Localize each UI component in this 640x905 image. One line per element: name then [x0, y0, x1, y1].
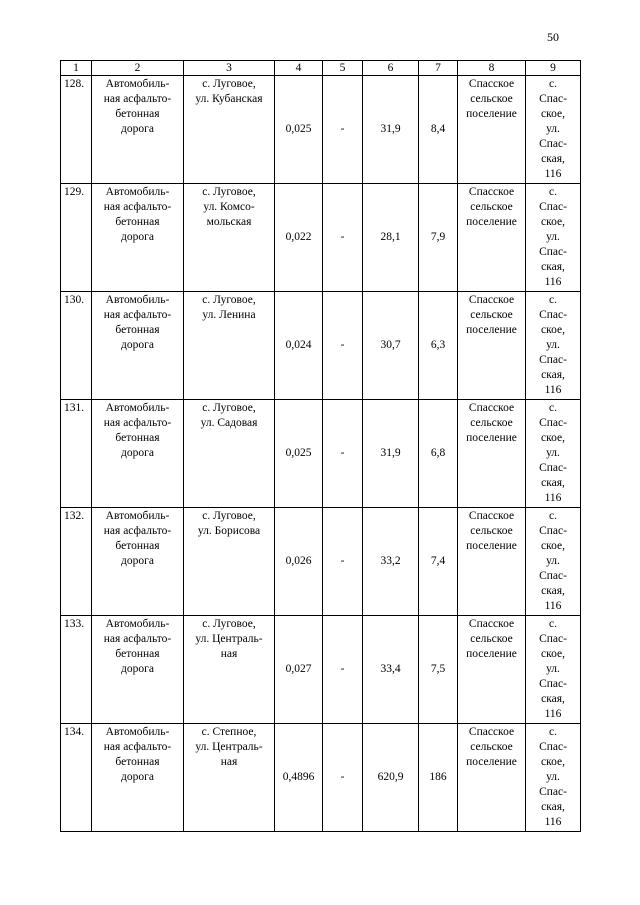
owner: Спасское сельское поселение — [458, 616, 526, 724]
object-type: Автомобиль- ная асфальто- бетонная дорога — [92, 508, 184, 616]
table-row — [61, 616, 581, 724]
registry-table — [60, 60, 581, 832]
table-row — [61, 184, 581, 292]
cell-col4: 0,024 — [275, 292, 323, 400]
cell-col6: 30,7 — [363, 292, 419, 400]
cell-col7: 8,4 — [419, 76, 458, 184]
cell-col6: 31,9 — [363, 76, 419, 184]
column-header: 8 — [458, 61, 526, 76]
table-row — [61, 400, 581, 508]
owner: Спасское сельское поселение — [458, 508, 526, 616]
cell-col5: - — [323, 508, 363, 616]
row-number: 129. — [61, 184, 92, 292]
object-type: Автомобиль- ная асфальто- бетонная дорога — [92, 292, 184, 400]
object-type: Автомобиль- ная асфальто- бетонная дорога — [92, 400, 184, 508]
column-header: 1 — [61, 61, 92, 76]
cell-col7: 7,4 — [419, 508, 458, 616]
page-number: 50 — [547, 30, 559, 44]
owner: Спасское сельское поселение — [458, 724, 526, 832]
owner-address: с. Спас- ское, ул. Спас- ская, 116 — [526, 508, 581, 616]
owner-address: с. Спас- ское, ул. Спас- ская, 116 — [526, 724, 581, 832]
cell-col4: 0,027 — [275, 616, 323, 724]
owner-address: с. Спас- ское, ул. Спас- ская, 116 — [526, 184, 581, 292]
row-number: 133. — [61, 616, 92, 724]
owner-address: с. Спас- ское, ул. Спас- ская, 116 — [526, 400, 581, 508]
cell-col6: 33,4 — [363, 616, 419, 724]
cell-col4: 0,025 — [275, 400, 323, 508]
object-location: с. Луговое, ул. Борисова — [184, 508, 275, 616]
cell-col6: 28,1 — [363, 184, 419, 292]
object-location: с. Степное, ул. Централь- ная — [184, 724, 275, 832]
cell-col7: 6,3 — [419, 292, 458, 400]
table-row — [61, 508, 581, 616]
object-type: Автомобиль- ная асфальто- бетонная дорога — [92, 184, 184, 292]
cell-col5: - — [323, 184, 363, 292]
cell-col5: - — [323, 292, 363, 400]
table-row — [61, 292, 581, 400]
cell-col7: 7,9 — [419, 184, 458, 292]
owner: Спасское сельское поселение — [458, 184, 526, 292]
cell-col5: - — [323, 400, 363, 508]
cell-col7: 7,5 — [419, 616, 458, 724]
row-number: 134. — [61, 724, 92, 832]
row-number: 132. — [61, 508, 92, 616]
object-location: с. Луговое, ул. Централь- ная — [184, 616, 275, 724]
header-row — [61, 61, 581, 76]
owner-address: с. Спас- ское, ул. Спас- ская, 116 — [526, 76, 581, 184]
object-type: Автомобиль- ная асфальто- бетонная дорога — [92, 724, 184, 832]
column-header: 9 — [526, 61, 581, 76]
column-header: 3 — [184, 61, 275, 76]
column-header: 7 — [419, 61, 458, 76]
owner: Спасское сельское поселение — [458, 292, 526, 400]
cell-col4: 0,026 — [275, 508, 323, 616]
cell-col4: 0,4896 — [275, 724, 323, 832]
object-location: с. Луговое, ул. Ленина — [184, 292, 275, 400]
cell-col7: 6,8 — [419, 400, 458, 508]
table-row — [61, 76, 581, 184]
owner-address: с. Спас- ское, ул. Спас- ская, 116 — [526, 616, 581, 724]
cell-col5: - — [323, 724, 363, 832]
row-number: 128. — [61, 76, 92, 184]
owner: Спасское сельское поселение — [458, 400, 526, 508]
cell-col6: 620,9 — [363, 724, 419, 832]
cell-col5: - — [323, 76, 363, 184]
column-header: 6 — [363, 61, 419, 76]
row-number: 130. — [61, 292, 92, 400]
cell-col6: 33,2 — [363, 508, 419, 616]
object-location: с. Луговое, ул. Комсо- мольская — [184, 184, 275, 292]
owner: Спасское сельское поселение — [458, 76, 526, 184]
object-location: с. Луговое, ул. Садовая — [184, 400, 275, 508]
cell-col6: 31,9 — [363, 400, 419, 508]
column-header: 5 — [323, 61, 363, 76]
column-header: 2 — [92, 61, 184, 76]
cell-col7: 186 — [419, 724, 458, 832]
object-location: с. Луговое, ул. Кубанская — [184, 76, 275, 184]
owner-address: с. Спас- ское, ул. Спас- ская, 116 — [526, 292, 581, 400]
object-type: Автомобиль- ная асфальто- бетонная дорога — [92, 616, 184, 724]
cell-col5: - — [323, 616, 363, 724]
column-header: 4 — [275, 61, 323, 76]
cell-col4: 0,025 — [275, 76, 323, 184]
table-row — [61, 724, 581, 832]
row-number: 131. — [61, 400, 92, 508]
cell-col4: 0,022 — [275, 184, 323, 292]
object-type: Автомобиль- ная асфальто- бетонная дорога — [92, 76, 184, 184]
